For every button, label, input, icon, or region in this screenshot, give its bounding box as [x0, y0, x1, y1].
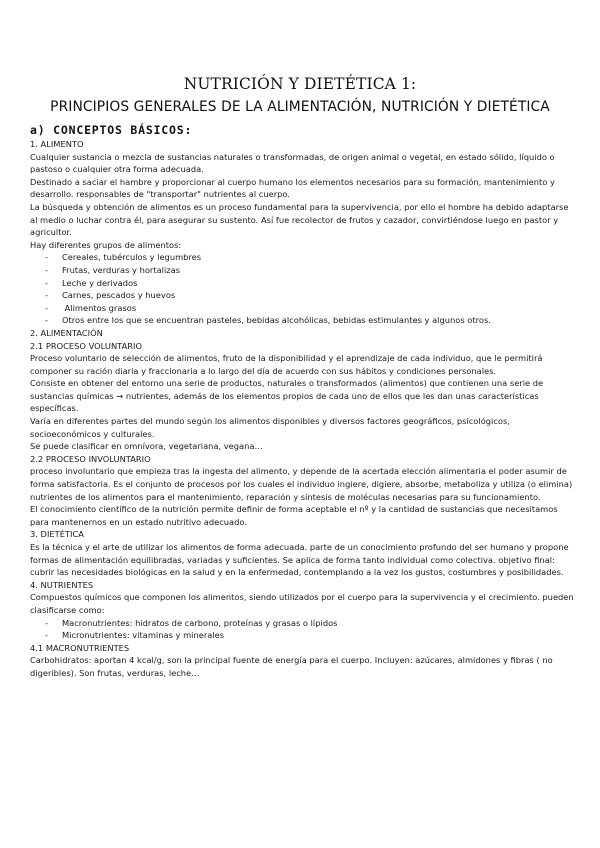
paragraph: Cualquier sustancia o mezcla de sustancias naturales o transformadas, de origen animal o vegetal, en estado sólido, líquido o pastoso o cualquier otra forma adecuada. — [30, 151, 555, 175]
paragraph: Es la técnica y el arte de utilizar los alimentos de forma adecuada. parte de un conocimiento profundo del ser humano y propone formas de alimentación equilibradas, variadas y suficientes. Se aplica de forma tanto individual como colectiva. objetivo final: cubrir las necesidades biológicas en la salud y en la enfermedad, contemplando a la vez los gustos, costumbres y posibilidades. — [30, 542, 569, 578]
subheading-macronutrientes: 4.1 MACRONUTRIENTES — [30, 642, 130, 653]
paragraph: Compuestos químicos que componen los alimentos, siendo utilizados por el cuerpo para la supervivencia y el crecimiento. pueden clasificarse como: — [30, 592, 574, 615]
paragraph: Consiste en obtener del entorno una serie de productos, naturales o transformados (alimentos) que contienen una serie de sustancias químicas → nutrientes, además de los elementos propios de cada uno de ellos que les dan unas características específicas. — [30, 378, 544, 414]
section-heading-conceptos: a) CONCEPTOS BÁSICOS: — [30, 123, 193, 137]
paragraph: proceso involuntario que empieza tras la ingesta del alimento, y depende de la acertada elección alimentaria el poder asumir de forma satisfactoria. Es el conjunto de procesos por los cuales el individuo ingiere, digiere, absorbe, metaboliza y utiliza (o elimina) nutrientes de los alimentos para el mantenimiento, reparación y síntesis de moléculas necesarias para su funcionamiento. — [30, 466, 573, 502]
heading-alimento: 1. ALIMENTO — [30, 139, 84, 149]
subheading-proceso-involuntario: 2.2 PROCESO INVOLUNTARIO — [30, 453, 151, 464]
paragraph: Proceso voluntario de selección de alimentos, fruto de la disponibilidad y el aprendizaje de cada individuo, que le permitirá componer su ración diaria y fraccionaria a lo largo del día de acuerdo con sus hábitos y condiciones personales. — [30, 353, 543, 376]
list-item: - Micronutrientes: vitaminas y minerales — [45, 630, 225, 641]
paragraph: Se puede clasificar en omnívora, vegetariana, vegana… — [30, 441, 263, 452]
paragraph: El conocimiento científico de la nutrición permite definir de forma aceptable el nº y la cantidad de sustancias que necesitamos para mantenernos en un estado nutritivo adecuado. — [30, 504, 558, 527]
document-title: NUTRICIÓN Y DIETÉTICA 1: — [183, 75, 417, 93]
subheading-proceso-voluntario: 2.1 PROCESO VOLUNTARIO — [30, 340, 142, 351]
food-groups-list — [30, 251, 578, 327]
list-item: - Alimentos grasos — [45, 302, 137, 313]
heading-nutrientes: 4. NUTRIENTES — [30, 579, 94, 590]
list-item: - Frutas, verduras y hortalizas — [45, 264, 181, 275]
paragraph: Hay diferentes grupos de alimentos: — [30, 239, 182, 250]
list-item: - Leche y derivados — [45, 277, 138, 288]
nutrient-types-list — [30, 617, 578, 642]
list-item: - Carnes, pescados y huevos — [45, 290, 176, 301]
paragraph: Carbohidratos: aportan 4 kcal/g, son la principal fuente de energía para el cuerpo. Incluyen: azúcares, almidones y fibras ( no digeribles). Son frutas, verduras, leche… — [30, 655, 553, 678]
document-subtitle: PRINCIPIOS GENERALES DE LA ALIMENTACIÓN, NUTRICIÓN Y DIETÉTICA — [50, 99, 550, 115]
document-body — [30, 138, 578, 680]
list-item: - Macronutrientes: hidratos de carbono, proteínas y grasas o lípidos — [45, 617, 338, 628]
paragraph: La búsqueda y obtención de alimentos es un proceso fundamental para la supervivencia, por ello el hombre ha debido adaptarse al medio o luchar contra él, para asegurar su sustento. Así fue recolector de frutos y cazador, convirtiéndose luego en pastor y agricultor. — [30, 201, 569, 238]
heading-alimentacion: 2. ALIMENTACIÓN — [30, 327, 103, 338]
heading-dietetica: 3. DIETÉTICA — [30, 529, 84, 540]
paragraph: Varía en diferentes partes del mundo según los alimentos disponibles y diversos factores geográficos, psicológicos, socioeconómicos y culturales. — [30, 416, 510, 439]
list-item: - Otros entre los que se encuentran pasteles, bebidas alcohólicas, bebidas estimulantes y algunos otros. — [45, 315, 491, 326]
list-item: - Cereales, tubérculos y legumbres — [45, 252, 202, 263]
paragraph: Destinado a saciar el hambre y proporcionar al cuerpo humano los elementos necesarios para su formación, mantenimiento y desarrollo. responsables de "transportar" nutrientes al cuerpo. — [30, 176, 555, 200]
